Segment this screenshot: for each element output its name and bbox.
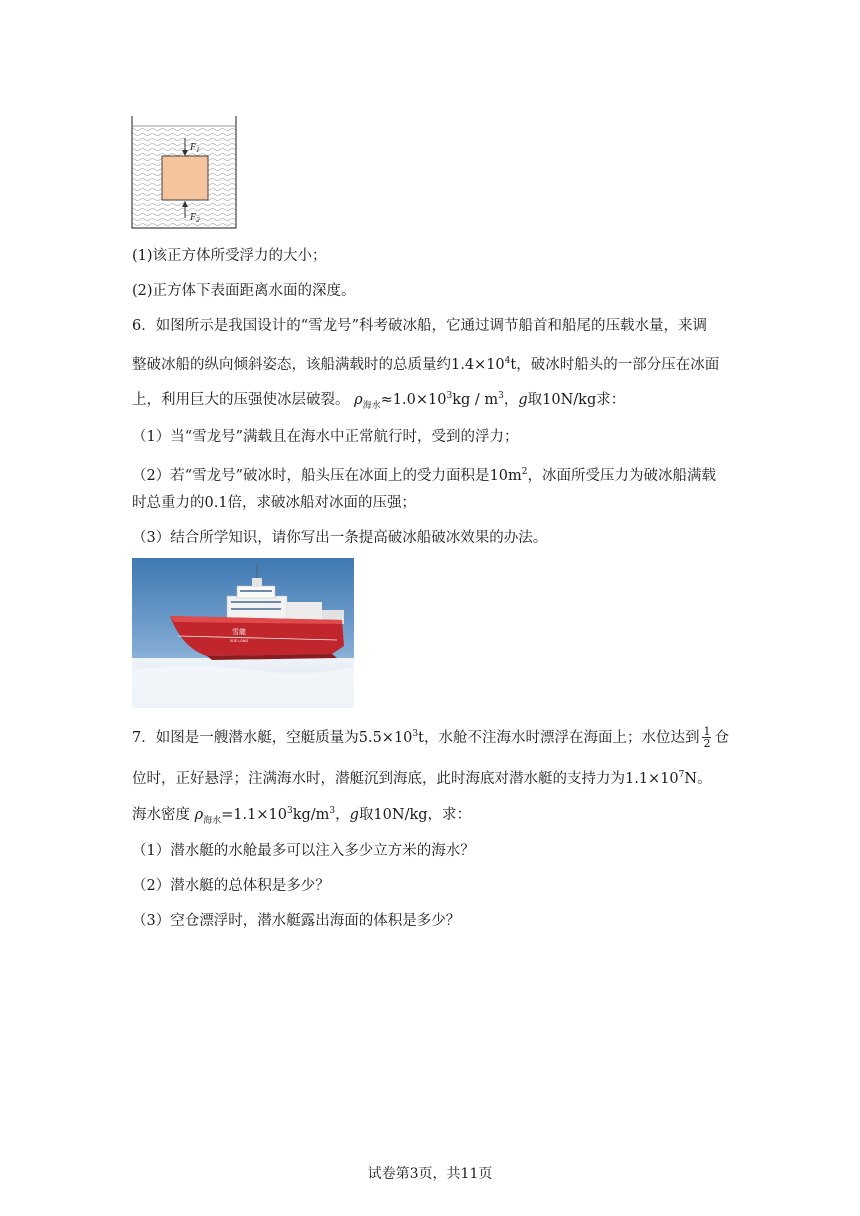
ship-mass-value: $1.4\times 10^4t$ — [451, 356, 517, 373]
cube — [162, 156, 208, 200]
q6-sub2: （2）若“雪龙号”破冰时，船头压在冰面上的受力面积是$10m^2$，冰面所受压力为破冰船满载 — [132, 467, 716, 484]
q6-sub1: （1）当“雪龙号”满载且在海水中正常航行时，受到的浮力； — [132, 429, 519, 445]
q5-part1: (1)该正方体所受浮力的大小； — [132, 248, 327, 264]
q7-sub1: （1）潜水艇的水舱最多可以注入多少立方米的海水？ — [132, 843, 475, 859]
svg-text:F1: $F_1$ — [190, 142, 200, 154]
ship-name-sub: XUE LONG — [230, 639, 249, 643]
q6-line1: 6．如图所示是我国设计的“雪龙号”科考破冰船，它通过调节船首和船尾的压载水量，来调 — [132, 318, 708, 334]
support-force-value: $1.1\times 10^7N$ — [625, 770, 698, 787]
q7-line3: 海水密度 $\rho_{海水}=1.1\times 10^3kg/m^3$，g取10N/kg，求： — [132, 806, 472, 826]
q7-line1: 7．如图是一艘潜水艇，空艇质量为$5.5\times 10^3t$，水舱不注海水时漂浮在海面上；水位达到 $\frac{1}{2}$ 仓 — [132, 725, 729, 751]
q6-line2: 整破冰船的纵向倾斜姿态，该船满载时的总质量约$1.4\times 10^4t$，破冰时船头的一部分压在冰面 — [132, 356, 720, 373]
svg-text:F2: $F_2$ — [190, 212, 200, 224]
force-f2-label: F — [190, 212, 197, 223]
ship-name-text: 雪龍 — [232, 628, 246, 636]
q7-sub3: （3）空仓漂浮时，潜水艇露出海面的体积是多少？ — [132, 913, 461, 929]
icebreaker-ship-photo — [132, 558, 354, 708]
page-footer: 试卷第3页，共11页 — [367, 1166, 493, 1182]
seawater-density-expression: $\rho_{海水}\approx 1.0\times 10^3kg / m^3$ — [354, 391, 504, 411]
empty-sub-mass-value: $5.5\times 10^3t$ — [358, 729, 424, 746]
q7-line2: 位时，正好悬浮；注满海水时，潜艇沉到海底，此时海底对潜水艇的支持力为$1.1\times 10^7N$。 — [132, 770, 712, 787]
half-fraction: $\frac{1}{2}$ — [703, 725, 711, 751]
seawater-density-expression-q7: $\rho_{海水}=1.1\times 10^3kg/m^3$ — [194, 806, 336, 826]
q6-line3: 上，利用巨大的压强使冰层破裂。 $\rho_{海水}\approx 1.0\times 10^3kg / m^3$，g取10N/kg求： — [132, 391, 626, 411]
q6-sub2-cont: 时总重力的0.1倍，求破冰船对冰面的压强； — [132, 495, 417, 511]
contact-area-value: $10m^2$ — [489, 467, 528, 484]
q7-sub2: （2）潜水艇的总体积是多少？ — [132, 878, 330, 894]
q6-sub3: （3）结合所学知识，请你写出一条提高破冰船破冰效果的办法。 — [132, 530, 548, 546]
force-f1-label: F — [190, 142, 197, 153]
cube-in-water-figure — [130, 112, 240, 232]
q5-part2: (2)正方体下表面距离水面的深度。 — [132, 283, 356, 299]
